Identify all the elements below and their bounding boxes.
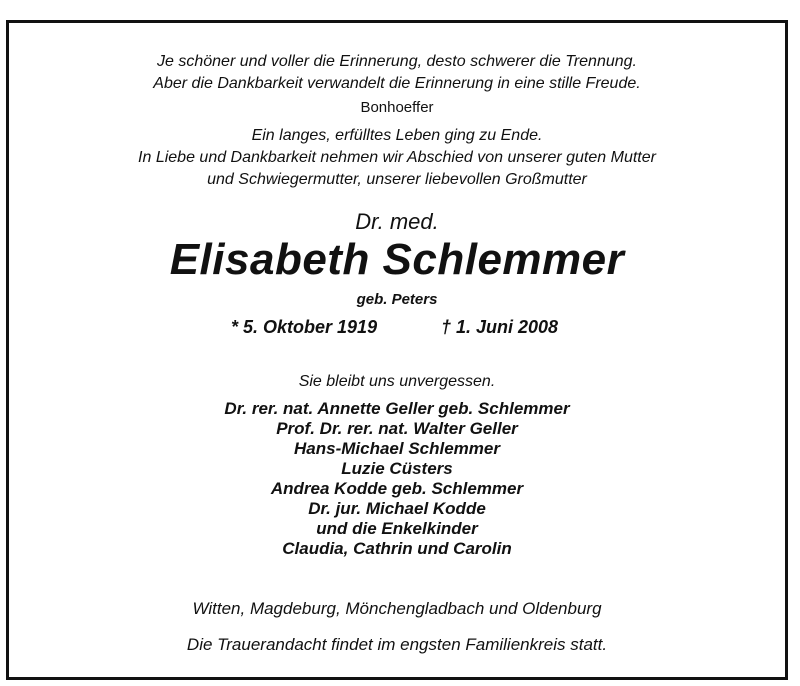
places-text: Witten, Magdeburg, Mönchengladbach und Oldenburg xyxy=(192,599,602,618)
mourner-name: Luzie Cüsters xyxy=(341,459,453,478)
obituary-notice xyxy=(6,20,788,680)
mourner-name: Dr. rer. nat. Annette Geller geb. Schlemmer xyxy=(224,399,570,418)
quote-line-1: Je schöner und voller die Erinnerung, desto schwerer die Trennung. xyxy=(157,53,637,70)
birth-date: * 5. Oktober 1919 xyxy=(231,317,378,337)
remembrance-text: Sie bleibt uns unvergessen. xyxy=(298,373,496,390)
intro-line-1: Ein langes, erfülltes Leben ging zu Ende. xyxy=(251,127,543,144)
mourner-name: Andrea Kodde geb. Schlemmer xyxy=(270,479,524,498)
intro-line-3: und Schwiegermutter, unserer liebevollen Großmutter xyxy=(207,171,587,188)
service-note: Die Trauerandacht findet im engsten Familienkreis statt. xyxy=(186,635,608,654)
mourner-name: Hans-Michael Schlemmer xyxy=(294,439,500,458)
quote-line-2: Aber die Dankbarkeit verwandelt die Erinnerung in eine stille Freude. xyxy=(153,75,641,92)
mourner-name: Claudia, Cathrin und Carolin xyxy=(282,539,512,558)
academic-title: Dr. med. xyxy=(355,209,439,234)
mourner-name: Prof. Dr. rer. nat. Walter Geller xyxy=(276,419,518,438)
mourner-name: und die Enkelkinder xyxy=(316,519,478,538)
life-dates xyxy=(9,317,785,341)
mourner-name: Dr. jur. Michael Kodde xyxy=(308,499,486,518)
deceased-name: Elisabeth Schlemmer xyxy=(169,235,625,284)
quote-author: Bonhoeffer xyxy=(360,99,434,116)
intro-line-2: In Liebe und Dankbarkeit nehmen wir Abschied von unserer guten Mutter xyxy=(138,149,656,166)
maiden-name: geb. Peters xyxy=(356,291,438,308)
death-date: † 1. Juni 2008 xyxy=(441,317,559,337)
